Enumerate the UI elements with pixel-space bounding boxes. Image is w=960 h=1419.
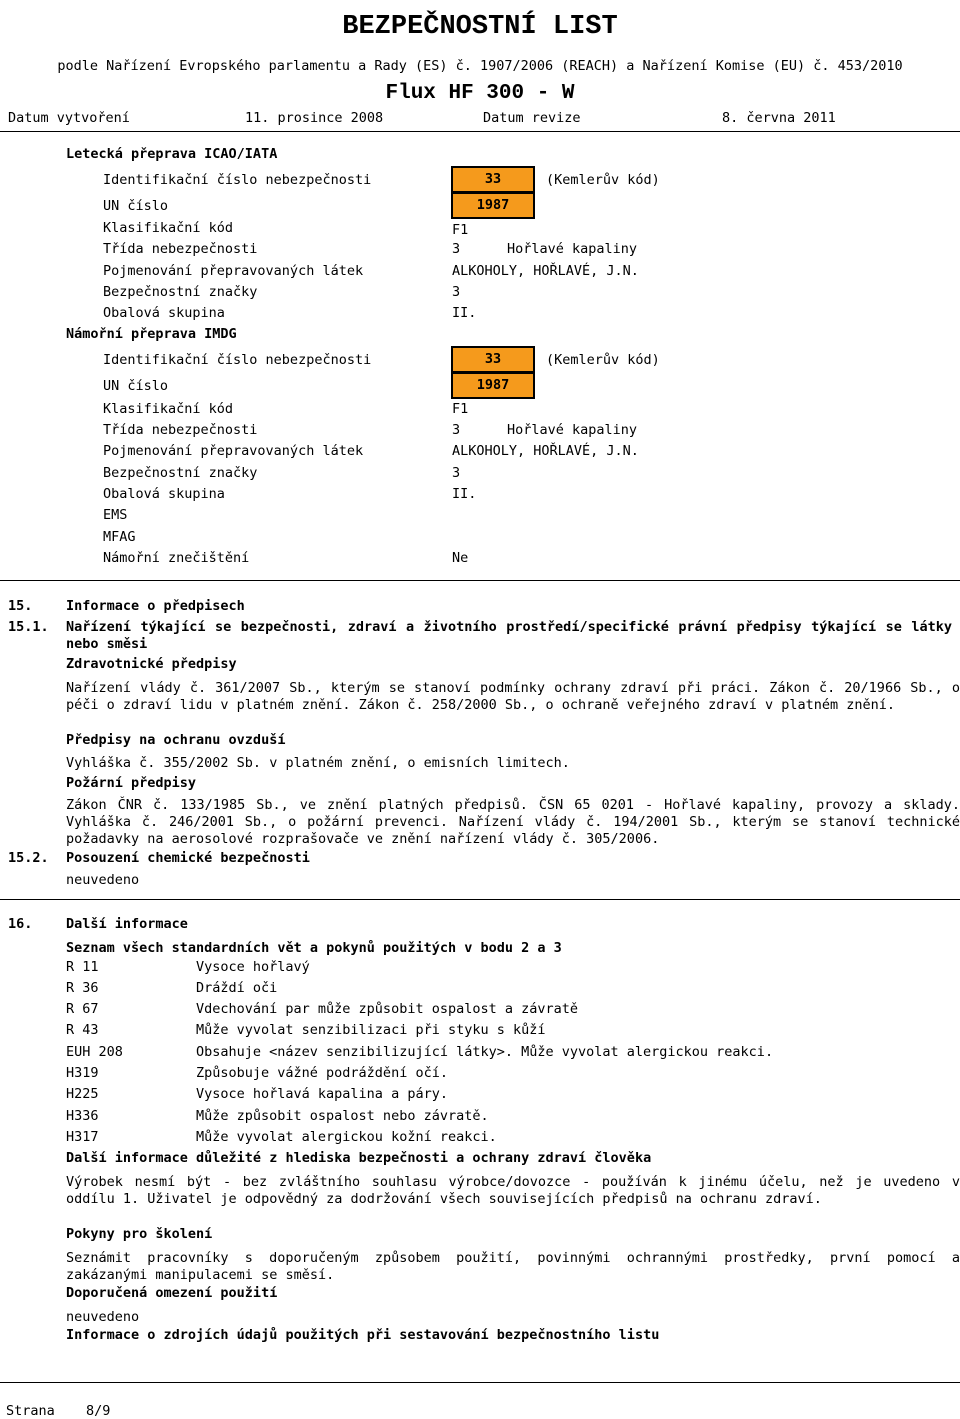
sea-name-label: Pojmenování přepravovaných látek bbox=[103, 443, 364, 459]
phrase-text: Vdechování par může způsobit ospalost a závratě bbox=[196, 1001, 579, 1017]
footer-rule bbox=[0, 1382, 960, 1383]
sea-kemler-note: (Kemlerův kód) bbox=[546, 352, 660, 368]
sea-signs-label: Bezpečnostní značky bbox=[103, 465, 258, 481]
air-name-value: ALKOHOLY, HOŘLAVÉ, J.N. bbox=[452, 263, 639, 279]
air-pack-label: Obalová skupina bbox=[103, 305, 225, 321]
phrase-text: Způsobuje vážné podráždění očí. bbox=[196, 1065, 448, 1081]
phrase-text: Obsahuje <název senzibilizující látky>. Může vyvolat alergickou reakci. bbox=[196, 1044, 774, 1060]
air-class-value: 3 bbox=[452, 241, 461, 257]
sea-pollution-label: Námořní znečištění bbox=[103, 550, 250, 566]
product-name: Flux HF 300 - W bbox=[385, 82, 575, 105]
air-regulations-text: Vyhláška č. 355/2002 Sb. v platném znění, o emisních limitech. bbox=[66, 755, 570, 771]
air-class-code-value: F1 bbox=[452, 222, 469, 238]
important-info-heading: Další informace důležité z hlediska bezpečnosti a ochrany zdraví člověka bbox=[66, 1150, 652, 1166]
air-signs-value: 3 bbox=[452, 284, 461, 300]
restrictions-heading: Doporučená omezení použití bbox=[66, 1285, 278, 1301]
air-signs-label: Bezpečnostní značky bbox=[103, 284, 258, 300]
air-un-number-box: 1987 bbox=[451, 192, 535, 219]
section-16-title: Další informace bbox=[66, 916, 188, 932]
revised-label: Datum revize bbox=[483, 110, 581, 126]
important-info-text: Výrobek nesmí být - bez zvláštního souhlasu výrobce/dovozce - používán k jinému účelu, než je uvedeno v oddílu 1. Uživatel je odpovědný za dodržování všech souvisejících předpisů na ochranu zdraví. bbox=[66, 1174, 960, 1207]
air-id-label: Identifikační číslo nebezpečnosti bbox=[103, 172, 372, 188]
air-class-code-label: Klasifikační kód bbox=[103, 220, 234, 236]
section-15-1-number: 15.1. bbox=[8, 619, 49, 635]
created-label: Datum vytvoření bbox=[8, 110, 130, 126]
header-rule bbox=[0, 131, 960, 132]
phrase-code: H225 bbox=[66, 1086, 99, 1102]
air-kemler-note: (Kemlerův kód) bbox=[546, 172, 660, 188]
phrase-text: Vysoce hořlavá kapalina a páry. bbox=[196, 1086, 448, 1102]
phrase-text: Vysoce hořlavý bbox=[196, 959, 310, 975]
created-value: 11. prosince 2008 bbox=[245, 110, 384, 126]
sea-un-label: UN číslo bbox=[103, 378, 169, 394]
fire-heading: Požární předpisy bbox=[66, 775, 197, 791]
phrase-code: R 67 bbox=[66, 1001, 99, 1017]
phrase-text: Může vyvolat alergickou kožní reakci. bbox=[196, 1129, 497, 1145]
phrase-code: R 43 bbox=[66, 1022, 99, 1038]
sea-heading: Námořní přeprava IMDG bbox=[66, 326, 237, 342]
air-kemler-code-box: 33 bbox=[451, 166, 535, 193]
page-label: Strana bbox=[6, 1403, 55, 1419]
sea-class-code-label: Klasifikační kód bbox=[103, 401, 234, 417]
air-un-label: UN číslo bbox=[103, 198, 169, 214]
air-class-label: Třída nebezpečnosti bbox=[103, 241, 258, 257]
section-15-number: 15. bbox=[8, 598, 33, 614]
section-15-2-text: neuvedeno bbox=[66, 872, 140, 888]
section-16-rule bbox=[0, 899, 960, 900]
document-subtitle: podle Nařízení Evropského parlamentu a Rady (ES) č. 1907/2006 (REACH) a Nařízení Komise (EU) č. 453/2010 bbox=[57, 58, 903, 74]
air-name-label: Pojmenování přepravovaných látek bbox=[103, 263, 364, 279]
phrase-code: H336 bbox=[66, 1108, 99, 1124]
sea-signs-value: 3 bbox=[452, 465, 461, 481]
health-text: Nařízení vlády č. 361/2007 Sb., kterým se stanoví podmínky ochrany zdraví při práci. Zákon č. 20/1966 Sb., o péči o zdraví lidu v platném znění. Zákon č. 258/2000 Sb., o ochraně veřejného zdraví v platném znění. bbox=[66, 680, 960, 713]
training-text: Seznámit pracovníky s doporučeným způsobem použití, povinnými ochrannými prostředky, první pomocí a zakázanými manipulacemi se směsí. bbox=[66, 1250, 960, 1283]
sea-pollution-value: Ne bbox=[452, 550, 469, 566]
section-16-number: 16. bbox=[8, 916, 33, 932]
document-title: BEZPEČNOSTNÍ LIST bbox=[342, 12, 618, 42]
sea-id-label: Identifikační číslo nebezpečnosti bbox=[103, 352, 372, 368]
phrase-code: H319 bbox=[66, 1065, 99, 1081]
sea-pack-value: II. bbox=[452, 486, 477, 502]
revised-value: 8. června 2011 bbox=[722, 110, 836, 126]
training-heading: Pokyny pro školení bbox=[66, 1226, 213, 1242]
page-number: 8/9 bbox=[86, 1403, 111, 1419]
sea-class-label: Třída nebezpečnosti bbox=[103, 422, 258, 438]
fire-text: Zákon ČNR č. 133/1985 Sb., ve znění platných předpisů. ČSN 65 0201 - Hořlavé kapaliny, provozy a sklady. Vyhláška č. 246/2001 Sb., o požární prevenci. Nařízení vlády č. 194/2001 Sb., kterým se stanoví technické požadavky na aerosolové rozprašovače ve znění nařízení vlády č. 305/2006. bbox=[66, 797, 960, 847]
sea-kemler-code-box: 33 bbox=[451, 346, 535, 373]
phrase-text: Dráždí oči bbox=[196, 980, 278, 996]
sea-class-desc: Hořlavé kapaliny bbox=[507, 422, 638, 438]
sea-class-value: 3 bbox=[452, 422, 461, 438]
phrases-heading: Seznam všech standardních vět a pokynů použitých v bodu 2 a 3 bbox=[66, 940, 562, 956]
sea-pack-label: Obalová skupina bbox=[103, 486, 225, 502]
sea-class-code-value: F1 bbox=[452, 401, 469, 417]
air-pack-value: II. bbox=[452, 305, 477, 321]
phrase-text: Může vyvolat senzibilizaci při styku s kůží bbox=[196, 1022, 546, 1038]
sources-heading: Informace o zdrojích údajů použitých při sestavování bezpečnostního listu bbox=[66, 1327, 660, 1343]
sea-mfag-label: MFAG bbox=[103, 529, 136, 545]
section-15-2-number: 15.2. bbox=[8, 850, 49, 866]
phrase-code: R 11 bbox=[66, 959, 99, 975]
phrase-code: H317 bbox=[66, 1129, 99, 1145]
section-15-2-title: Posouzení chemické bezpečnosti bbox=[66, 850, 310, 866]
phrase-code: EUH 208 bbox=[66, 1044, 123, 1060]
air-class-desc: Hořlavé kapaliny bbox=[507, 241, 638, 257]
restrictions-text: neuvedeno bbox=[66, 1309, 140, 1325]
sea-name-value: ALKOHOLY, HOŘLAVÉ, J.N. bbox=[452, 443, 639, 459]
section-15-rule bbox=[0, 580, 960, 581]
sea-un-number-box: 1987 bbox=[451, 372, 535, 399]
section-15-1-title: Nařízení týkající se bezpečnosti, zdraví a životního prostředí/specifické právní předpisy týkající se látky nebo směsi bbox=[66, 619, 952, 652]
section-15-title: Informace o předpisech bbox=[66, 598, 245, 614]
phrase-code: R 36 bbox=[66, 980, 99, 996]
health-heading: Zdravotnické předpisy bbox=[66, 656, 237, 672]
phrase-text: Může způsobit ospalost nebo závratě. bbox=[196, 1108, 489, 1124]
air-heading: Letecká přeprava ICAO/IATA bbox=[66, 146, 278, 162]
air-regulations-heading: Předpisy na ochranu ovzduší bbox=[66, 732, 286, 748]
sea-ems-label: EMS bbox=[103, 507, 128, 523]
